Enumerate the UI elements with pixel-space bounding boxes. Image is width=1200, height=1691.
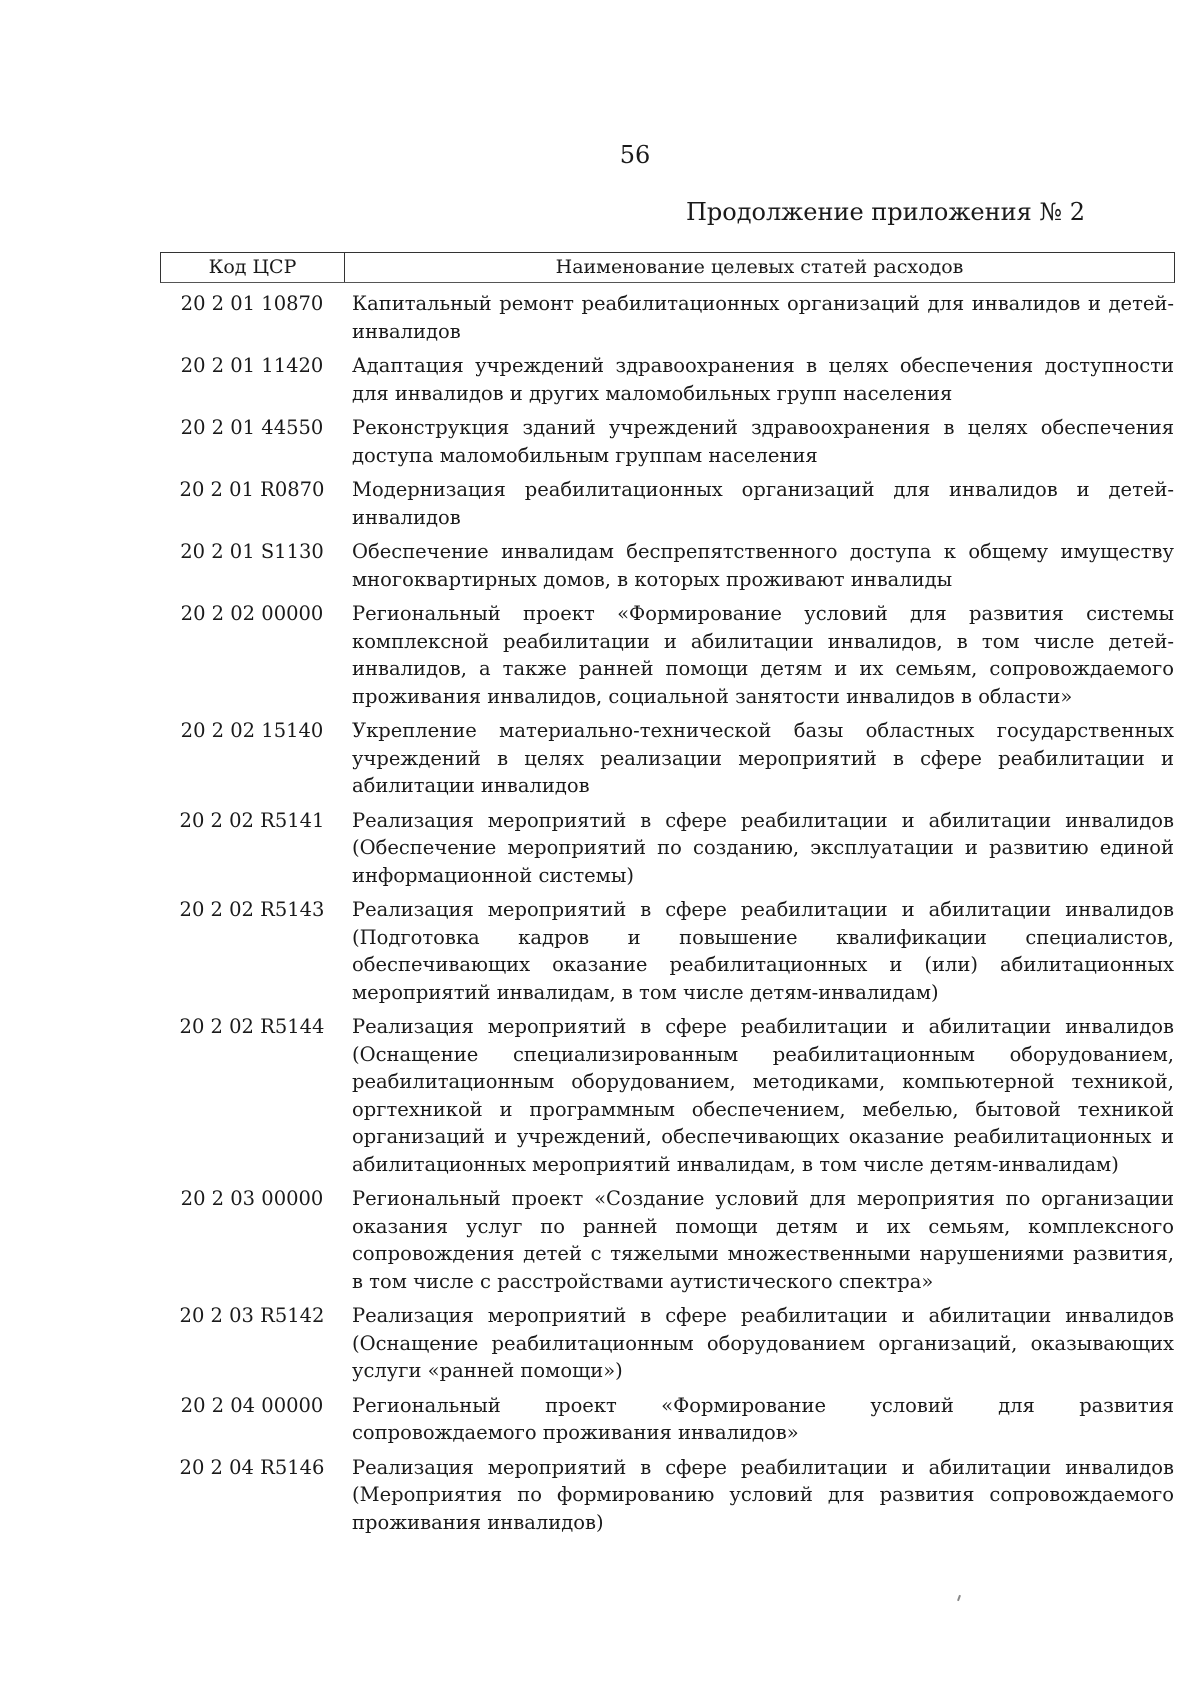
table-row	[160, 1185, 1175, 1295]
page-number: 56	[619, 141, 651, 169]
row-code: 20 2 02 00000	[180, 602, 324, 625]
row-code: 20 2 01 11420	[180, 354, 324, 377]
row-name: Региональный проект «Создание условий для мероприятия по организации оказания услуг по ранней помощи детям и их семьям, комплексного сопровождения детей с тяжелыми множественными нарушениями развития, в том числе с расстройствами аутистического спектра»	[352, 1187, 1174, 1293]
row-code: 20 2 01 44550	[180, 416, 324, 439]
table-row	[160, 538, 1175, 593]
row-name: Модернизация реабилитационных организаций для инвалидов и детей-инвалидов	[352, 478, 1174, 529]
row-name: Укрепление материально-технической базы областных государственных учреждений в целях реализации мероприятий в сфере реабилитации и абилитации инвалидов	[352, 719, 1174, 797]
table-row	[160, 290, 1175, 345]
budget-classification-table	[160, 252, 1175, 1536]
header-name: Наименование целевых статей расходов	[555, 256, 964, 278]
row-name: Капитальный ремонт реабилитационных организаций для инвалидов и детей-инвалидов	[352, 292, 1174, 343]
row-code: 20 2 02 R5143	[179, 898, 325, 921]
header-code: Код ЦСР	[161, 253, 345, 282]
table-header	[160, 252, 1175, 283]
table-row	[160, 352, 1175, 407]
row-name: Региональный проект «Формирование условий для развития сопровождаемого проживания инвалидов»	[352, 1393, 1174, 1444]
row-name: Адаптация учреждений здравоохранения в целях обеспечения доступности для инвалидов и других маломобильных групп населения	[352, 354, 1174, 405]
row-name: Реализация мероприятий в сфере реабилитации и абилитации инвалидов (Оснащение реабилитационным оборудованием организаций, оказывающих услуги «ранней помощи»)	[352, 1304, 1174, 1382]
row-code: 20 2 01 R0870	[179, 478, 325, 501]
table-row	[160, 600, 1175, 710]
table-row	[160, 1454, 1175, 1537]
row-code: 20 2 01 10870	[180, 292, 324, 315]
row-code: 20 2 03 00000	[180, 1187, 324, 1210]
row-name: Реконструкция зданий учреждений здравоохранения в целях обеспечения доступа маломобильным группам населения	[352, 416, 1174, 467]
table-row	[160, 1013, 1175, 1178]
row-name: Реализация мероприятий в сфере реабилитации и абилитации инвалидов (Мероприятия по формированию условий для развития сопровождаемого проживания инвалидов)	[352, 1455, 1174, 1534]
row-name: Региональный проект «Формирование условий для развития системы комплексной реабилитации и абилитации инвалидов, в том числе детей-инвалидов, а также ранней помощи детям и их семьям, сопровождаемого проживания инвалидов, социальной занятости инвалидов в области»	[352, 602, 1174, 708]
table-row	[160, 476, 1175, 531]
scan-speck	[957, 1595, 961, 1601]
row-code: 20 2 02 R5144	[179, 1015, 325, 1038]
table-row	[160, 807, 1175, 890]
row-name: Реализация мероприятий в сфере реабилитации и абилитации инвалидов (Подготовка кадров и повышение квалификации специалистов, обеспечивающих оказание реабилитационных и (или) абилитационных мероприятий инвалидам, в том числе детям-инвалидам)	[352, 898, 1174, 1004]
row-code: 20 2 02 15140	[180, 719, 324, 742]
row-code: 20 2 04 00000	[180, 1393, 324, 1417]
table-row	[160, 1392, 1175, 1447]
table-row	[160, 717, 1175, 800]
table-row	[160, 414, 1175, 469]
row-name: Реализация мероприятий в сфере реабилитации и абилитации инвалидов (Обеспечение мероприятий по созданию, эксплуатации и развитию единой информационной системы)	[352, 808, 1174, 887]
row-code: 20 2 04 R5146	[179, 1455, 325, 1479]
row-name: Реализация мероприятий в сфере реабилитации и абилитации инвалидов (Оснащение специализированным реабилитационным оборудованием, реабилитационным оборудованием, методиками, компьютерной техникой, оргтехникой и программным обеспечением, мебелью, бытовой техникой организаций и учреждений, обеспечивающих оказание реабилитационных и абилитационных мероприятий инвалидам, в том числе детям-инвалидам)	[352, 1015, 1174, 1176]
table-row	[160, 1302, 1175, 1385]
row-name: Обеспечение инвалидам беспрепятственного доступа к общему имуществу многоквартирных домов, в которых проживают инвалиды	[352, 540, 1174, 591]
row-code: 20 2 02 R5141	[179, 808, 325, 832]
row-code: 20 2 03 R5142	[179, 1304, 325, 1327]
table-row	[160, 896, 1175, 1006]
row-code: 20 2 01 S1130	[180, 540, 324, 563]
appendix-continuation-note: Продолжение приложения № 2	[685, 198, 1085, 226]
